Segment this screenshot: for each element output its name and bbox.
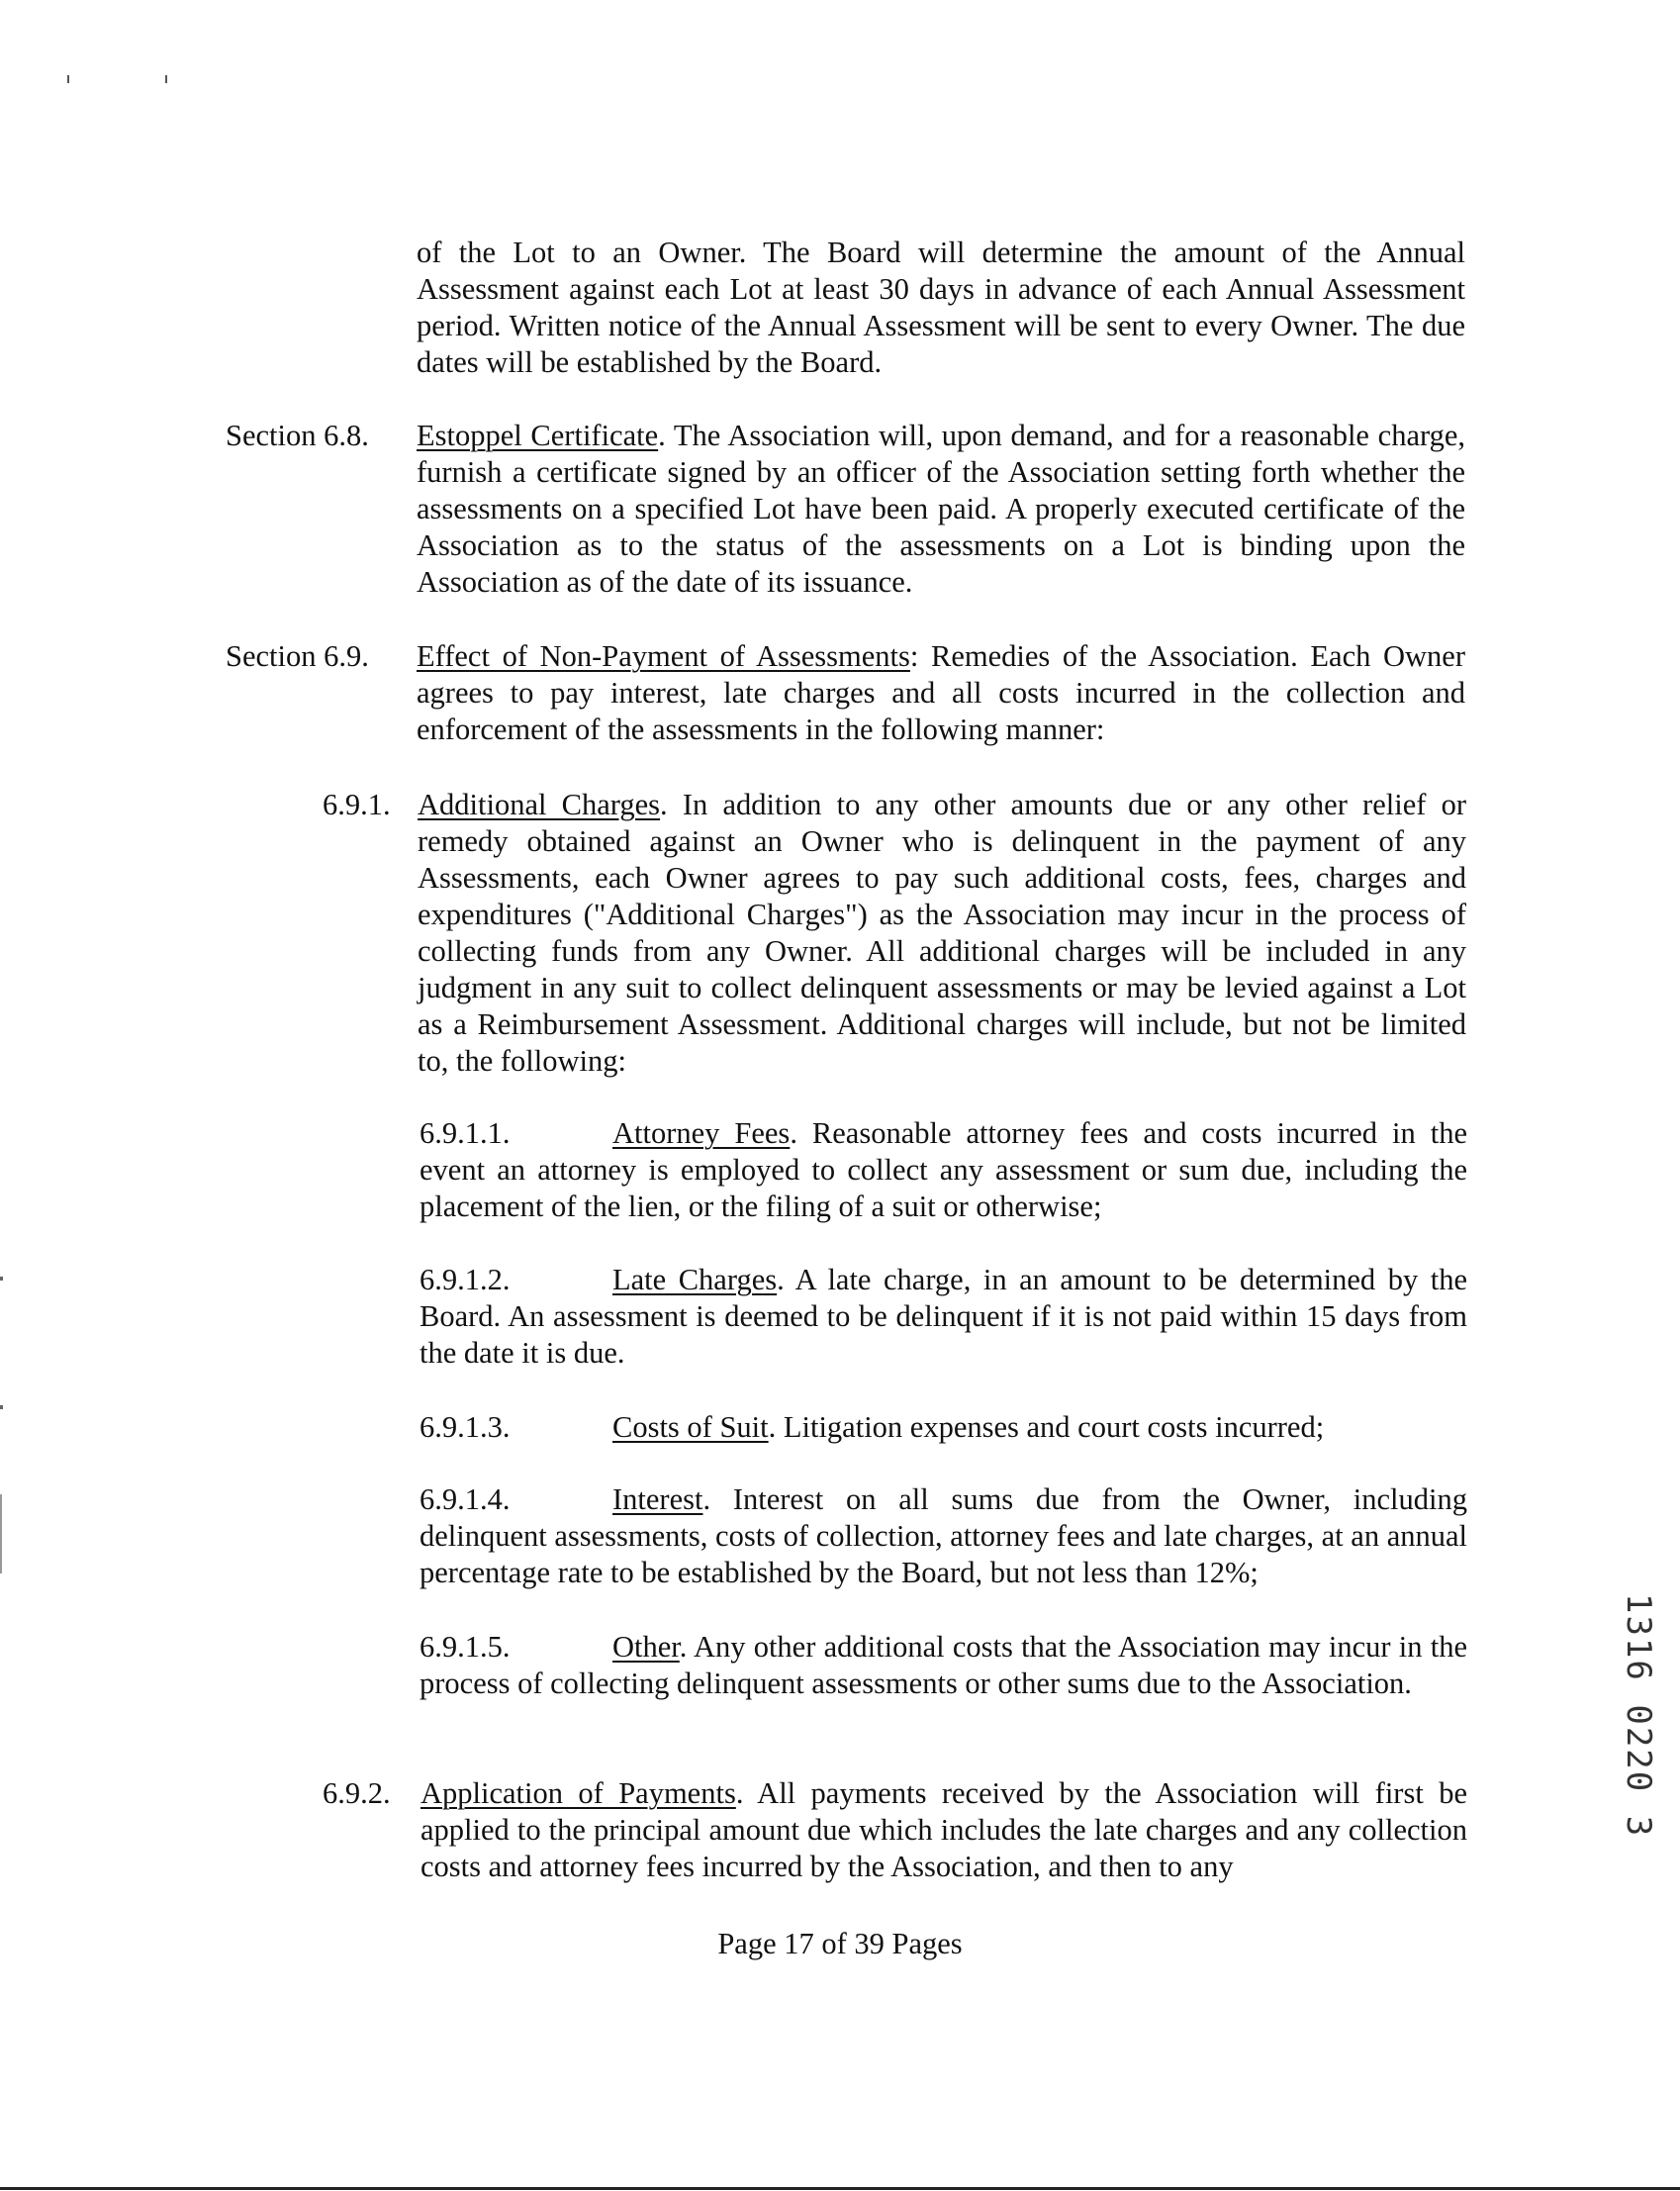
subsection-6-9-2-label: 6.9.2. xyxy=(323,1776,391,1810)
item-heading: Late Charges xyxy=(612,1263,778,1296)
item-6-9-1-1 xyxy=(420,1115,1467,1225)
subsection-6-9-2-heading: Application of Payments xyxy=(420,1776,736,1810)
section-6-9-label: Section 6.9. xyxy=(226,639,369,673)
item-body: . Any other additional costs that the Association may incur in the process of collecting delinquent assessments or other sums due to the Association. xyxy=(420,1630,1467,1700)
intro-paragraph: of the Lot to an Owner. The Board will determine the amount of the Annual Assessment against each Lot at least 30 days in advance of each Annual Assessment period. Written notice of the Annual Assessment will be sent to every Owner. The due dates will be established by the Board. xyxy=(417,236,1465,379)
item-number: 6.9.1.1. xyxy=(420,1116,511,1150)
page-bottom-edge xyxy=(0,2187,1680,2190)
section-6-9-heading: Effect of Non-Payment of Assessments xyxy=(417,639,910,673)
item-6-9-1-4 xyxy=(420,1481,1467,1591)
item-6-9-1-3 xyxy=(420,1409,1467,1446)
item-body: . Interest on all sums due from the Owner, including delinquent assessments, costs of collection, attorney fees and late charges, at an annual percentage rate to be established by the Board, but not less than 12%; xyxy=(420,1482,1467,1589)
page-number-footer: Page 17 of 39 Pages xyxy=(717,1927,963,1960)
item-number: 6.9.1.5. xyxy=(420,1630,511,1664)
item-body: . Litigation expenses and court costs incurred; xyxy=(768,1410,1325,1444)
item-6-9-1-2 xyxy=(420,1262,1467,1372)
subsection-6-9-2-body: . All payments received by the Association will first be applied to the principal amount due which includes the late charges and any collection costs and attorney fees incurred by the Association, and then to any xyxy=(420,1776,1468,1883)
scan-mark xyxy=(0,1405,3,1409)
section-6-8-body: . The Association will, upon demand, and for a reasonable charge, furnish a certificate signed by an officer of the Association setting forth whether the assessments on a specified Lot have been paid. A properly executed certificate of the Association as to the status of the assessments on a Lot is binding upon the Association as of the date of its issuance. xyxy=(417,419,1466,599)
item-6-9-1-5 xyxy=(420,1629,1467,1702)
section-6-8-heading: Estoppel Certificate xyxy=(417,419,659,452)
item-number: 6.9.1.2. xyxy=(420,1263,511,1296)
section-6-9-body: : Remedies of the Association. Each Owner agrees to pay interest, late charges and all costs incurred in the collection and enforcement of the assessments in the following manner: xyxy=(417,639,1465,746)
recording-stamp: 1316 0220 3 xyxy=(1619,1593,1658,1839)
item-body: . A late charge, in an amount to be determined by the Board. An assessment is deemed to be delinquent if it is not paid within 15 days from the date it is due. xyxy=(420,1263,1467,1370)
section-6-9-paragraph xyxy=(417,638,1465,748)
item-number: 6.9.1.3. xyxy=(420,1410,511,1444)
subsection-6-9-2-paragraph xyxy=(420,1775,1467,1885)
subsection-6-9-1-paragraph xyxy=(418,787,1466,1080)
scan-mark xyxy=(67,75,69,83)
section-6-8-label: Section 6.8. xyxy=(226,419,369,452)
item-heading: Other xyxy=(612,1630,680,1664)
subsection-6-9-1-body: . In addition to any other amounts due or any other relief or remedy obtained against an Owner who is delinquent in the payment of any Assessments, each Owner agrees to pay such additional costs, fees, charges and expenditures ("Additional Charges") as the Association may incur in the process of collecting funds from any Owner. All additional charges will be included in any judgment in any suit to collect delinquent assessments or may be levied against a Lot as a Reimbursement Assessment. Additional charges will include, but not be limited to, the following: xyxy=(418,788,1466,1078)
scan-mark xyxy=(0,1494,2,1573)
scan-mark xyxy=(165,75,167,83)
section-6-8-paragraph xyxy=(417,418,1465,601)
item-heading: Costs of Suit xyxy=(612,1410,769,1444)
item-body: . Reasonable attorney fees and costs incurred in the event an attorney is employed to collect any assessment or sum due, including the placement of the lien, or the filing of a suit or otherwise; xyxy=(420,1116,1467,1223)
item-heading: Attorney Fees xyxy=(612,1116,791,1150)
scan-mark xyxy=(0,1277,3,1281)
subsection-6-9-1-heading: Additional Charges xyxy=(418,788,661,821)
item-heading: Interest xyxy=(612,1482,703,1516)
item-number: 6.9.1.4. xyxy=(420,1482,511,1516)
subsection-6-9-1-label: 6.9.1. xyxy=(323,788,391,821)
